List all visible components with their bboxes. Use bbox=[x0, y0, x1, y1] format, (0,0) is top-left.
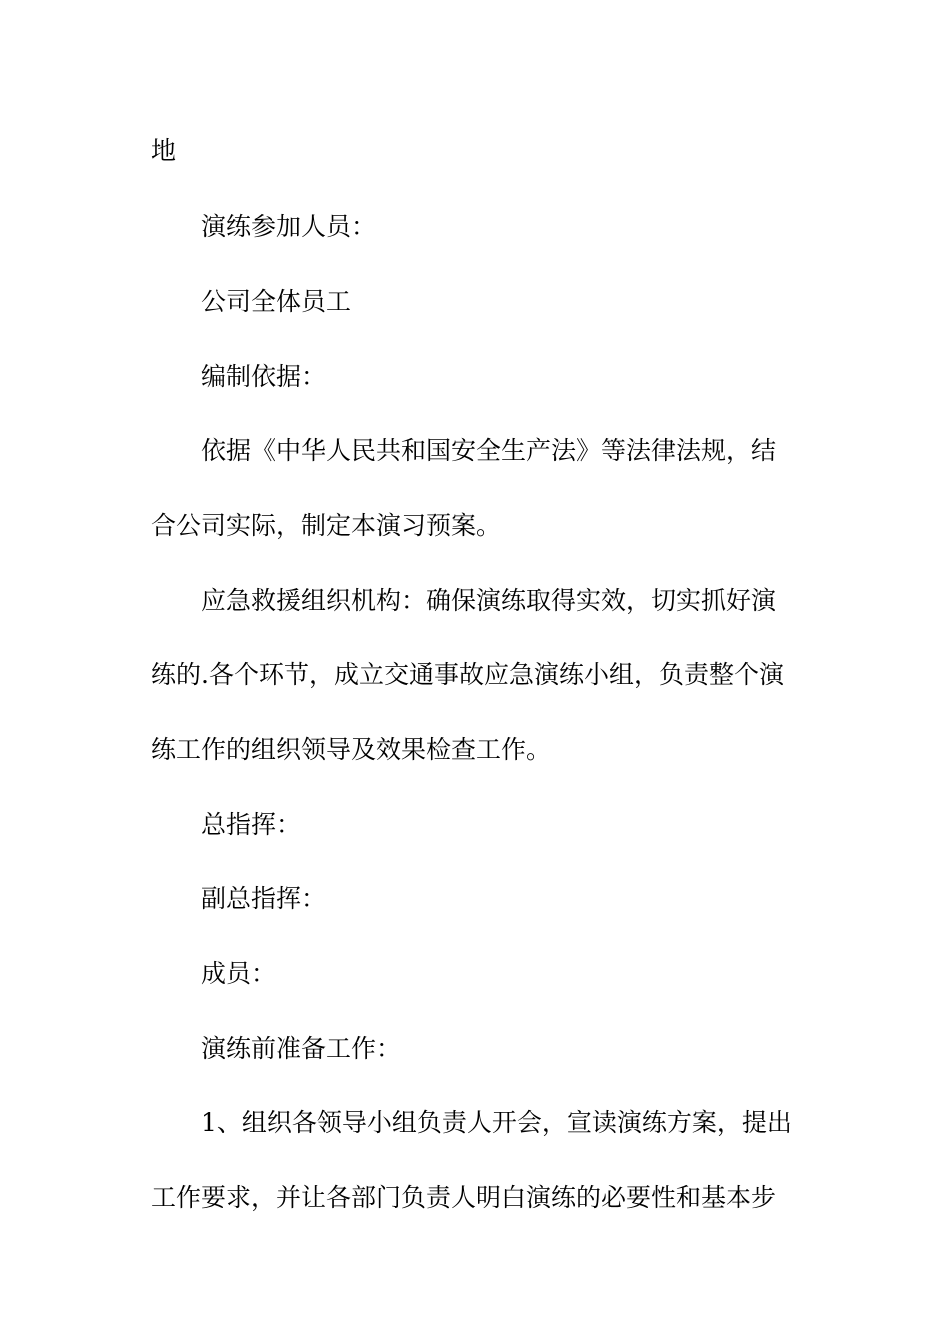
text-line-12: 成员： bbox=[201, 959, 277, 988]
text-line-14: 1、组织各领导小组负责人开会，宣读演练方案，提出 bbox=[201, 1108, 792, 1137]
text-line-2: 演练参加人员： bbox=[201, 212, 377, 241]
text-line-13: 演练前准备工作： bbox=[201, 1034, 402, 1063]
text-line-7: 应急救援组织机构：确保演练取得实效，切实抓好演 bbox=[201, 586, 777, 615]
text-line-1: 地 bbox=[151, 136, 177, 165]
text-line-8: 练的.各个环节，成立交通事故应急演练小组，负责整个演 bbox=[151, 660, 784, 689]
text-line-4: 编制依据： bbox=[201, 362, 327, 391]
text-line-10: 总指挥： bbox=[201, 810, 302, 839]
text-line-3: 公司全体员工 bbox=[201, 287, 352, 316]
text-line-15: 工作要求，并让各部门负责人明白演练的必要性和基本步 bbox=[151, 1183, 777, 1212]
text-line-9: 练工作的组织领导及效果检查工作。 bbox=[151, 735, 552, 764]
text-line-5: 依据《中华人民共和国安全生产法》等法律法规，结 bbox=[201, 436, 777, 465]
text-line-11: 副总指挥： bbox=[201, 884, 327, 913]
text-line-6: 合公司实际，制定本演习预案。 bbox=[151, 511, 502, 540]
